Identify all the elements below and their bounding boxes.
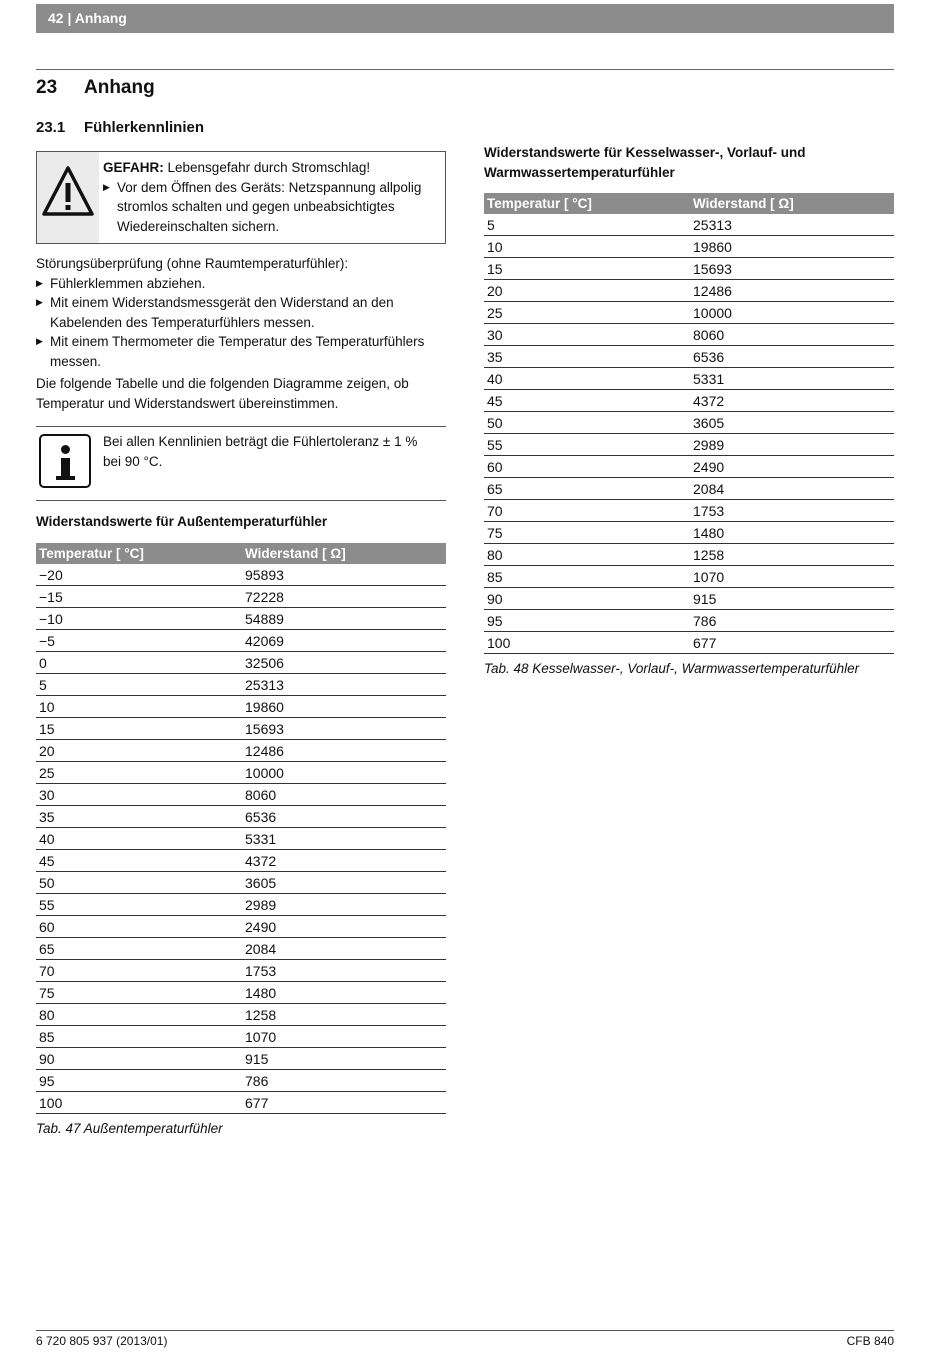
temperature-cell: 0 <box>36 652 242 674</box>
resistance-cell: 72228 <box>242 586 446 608</box>
boiler-table-title: Widerstandswerte für Kesselwasser-, Vorlauf- und Warmwassertemperaturfühler <box>484 145 806 180</box>
table-row <box>36 630 446 652</box>
resistance-cell: 2989 <box>690 434 894 456</box>
column-header-resistance: Widerstand [ Ω] <box>242 543 446 564</box>
temperature-cell: 50 <box>36 872 242 894</box>
table-row <box>36 982 446 1004</box>
temperature-cell: 20 <box>484 280 690 302</box>
table-row <box>484 610 894 632</box>
temperature-cell: 40 <box>36 828 242 850</box>
table-row <box>36 828 446 850</box>
resistance-cell: 10000 <box>690 302 894 324</box>
temperature-cell: 95 <box>484 610 690 632</box>
resistance-cell: 3605 <box>242 872 446 894</box>
temperature-cell: 85 <box>36 1026 242 1048</box>
resistance-cell: 4372 <box>242 850 446 872</box>
resistance-cell: 1258 <box>690 544 894 566</box>
table-row <box>484 478 894 500</box>
temperature-cell: 50 <box>484 412 690 434</box>
table-row <box>484 236 894 258</box>
danger-text <box>103 158 433 236</box>
temperature-cell: 70 <box>484 500 690 522</box>
temperature-cell: 75 <box>484 522 690 544</box>
resistance-cell: 786 <box>690 610 894 632</box>
info-icon <box>39 434 91 488</box>
resistance-cell: 42069 <box>242 630 446 652</box>
table-row <box>484 302 894 324</box>
temperature-cell: 100 <box>36 1092 242 1114</box>
table-row <box>484 258 894 280</box>
table-row <box>36 696 446 718</box>
resistance-cell: 5331 <box>242 828 446 850</box>
temperature-cell: 30 <box>36 784 242 806</box>
outdoor-sensor-table <box>36 543 446 1114</box>
footer-divider <box>36 1330 894 1331</box>
temperature-cell: 65 <box>36 938 242 960</box>
resistance-cell: 2989 <box>242 894 446 916</box>
info-divider-top <box>36 426 446 427</box>
page-header-label: 42 | Anhang <box>48 10 127 26</box>
resistance-cell: 1480 <box>242 982 446 1004</box>
subsection-title: Fühlerkennlinien <box>84 119 205 136</box>
table-header-row <box>36 543 446 564</box>
check-step-3: ▶ Mit einem Thermometer die Temperatur des Temperaturfühlers messen. <box>36 332 448 371</box>
table-row <box>484 412 894 434</box>
danger-label: GEFAHR: <box>103 160 164 175</box>
temperature-cell: 65 <box>484 478 690 500</box>
resistance-cell: 4372 <box>690 390 894 412</box>
temperature-cell: −20 <box>36 564 242 586</box>
boiler-table-caption: Tab. 48 Kesselwasser-, Vorlauf-, Warmwassertemperaturfühler <box>484 661 860 676</box>
outdoor-table-title: Widerstandswerte für Außentemperaturfühler <box>36 514 328 529</box>
table-row <box>36 960 446 982</box>
check-intro: Störungsüberprüfung (ohne Raumtemperaturfühler): <box>36 256 349 271</box>
danger-bullet: ▶ Vor dem Öffnen des Geräts: Netzspannung allpolig stromlos schalten und gegen unbeabsichtigtes Wiedereinschalten sichern. <box>103 178 433 237</box>
subsection-number: 23.1 <box>36 119 66 136</box>
resistance-cell: 15693 <box>690 258 894 280</box>
resistance-cell: 1070 <box>242 1026 446 1048</box>
warning-triangle-icon <box>41 164 95 220</box>
section-title: Anhang <box>84 77 155 98</box>
page-header-bar <box>36 4 894 33</box>
table-row <box>36 564 446 586</box>
table-row <box>36 586 446 608</box>
footer-product: CFB 840 <box>846 1334 894 1348</box>
resistance-cell: 6536 <box>242 806 446 828</box>
table-row <box>36 938 446 960</box>
temperature-cell: 70 <box>36 960 242 982</box>
table-row <box>484 346 894 368</box>
resistance-cell: 1480 <box>690 522 894 544</box>
resistance-cell: 1258 <box>242 1004 446 1026</box>
table-row <box>484 522 894 544</box>
table-row <box>484 280 894 302</box>
table-row <box>36 1070 446 1092</box>
temperature-cell: 85 <box>484 566 690 588</box>
check-text <box>36 254 448 413</box>
table-row <box>484 390 894 412</box>
column-header-temperature: Temperatur [ °C] <box>36 543 242 564</box>
temperature-cell: 45 <box>36 850 242 872</box>
resistance-cell: 1070 <box>690 566 894 588</box>
resistance-cell: 32506 <box>242 652 446 674</box>
temperature-cell: −10 <box>36 608 242 630</box>
table-row <box>484 588 894 610</box>
table-row <box>36 894 446 916</box>
danger-message: Lebensgefahr durch Stromschlag! <box>167 160 371 175</box>
table-row <box>36 762 446 784</box>
resistance-cell: 19860 <box>242 696 446 718</box>
table-row <box>36 608 446 630</box>
temperature-cell: 25 <box>484 302 690 324</box>
table-row <box>36 872 446 894</box>
temperature-cell: 10 <box>484 236 690 258</box>
temperature-cell: 75 <box>36 982 242 1004</box>
check-outro: Die folgende Tabelle und die folgenden Diagramme zeigen, ob Temperatur und Widerstandswert übereinstimmen. <box>36 376 409 411</box>
temperature-cell: 60 <box>36 916 242 938</box>
table-row <box>36 916 446 938</box>
resistance-cell: 677 <box>690 632 894 654</box>
table-row <box>484 632 894 654</box>
table-row <box>36 806 446 828</box>
column-header-resistance: Widerstand [ Ω] <box>690 193 894 214</box>
temperature-cell: 80 <box>36 1004 242 1026</box>
subsection-heading <box>36 119 204 136</box>
temperature-cell: −5 <box>36 630 242 652</box>
temperature-cell: 60 <box>484 456 690 478</box>
temperature-cell: 30 <box>484 324 690 346</box>
table-row <box>484 544 894 566</box>
info-text: Bei allen Kennlinien beträgt die Fühlertoleranz ± 1 % bei 90 °C. <box>103 434 418 469</box>
resistance-cell: 25313 <box>690 214 894 236</box>
temperature-cell: 45 <box>484 390 690 412</box>
resistance-cell: 12486 <box>242 740 446 762</box>
resistance-cell: 915 <box>690 588 894 610</box>
table-row <box>36 740 446 762</box>
resistance-cell: 6536 <box>690 346 894 368</box>
resistance-cell: 2490 <box>690 456 894 478</box>
temperature-cell: 100 <box>484 632 690 654</box>
boiler-sensor-table <box>484 193 894 654</box>
resistance-cell: 95893 <box>242 564 446 586</box>
temperature-cell: 80 <box>484 544 690 566</box>
table-row <box>36 850 446 872</box>
temperature-cell: 35 <box>484 346 690 368</box>
resistance-cell: 2084 <box>242 938 446 960</box>
table-row <box>36 1004 446 1026</box>
temperature-cell: 55 <box>484 434 690 456</box>
resistance-cell: 3605 <box>690 412 894 434</box>
section-heading <box>36 77 155 99</box>
resistance-cell: 15693 <box>242 718 446 740</box>
resistance-cell: 12486 <box>690 280 894 302</box>
table-row <box>484 434 894 456</box>
table-row <box>484 324 894 346</box>
footer-doc-number: 6 720 805 937 (2013/01) <box>36 1334 168 1348</box>
resistance-cell: 8060 <box>242 784 446 806</box>
resistance-cell: 10000 <box>242 762 446 784</box>
temperature-cell: 55 <box>36 894 242 916</box>
section-number: 23 <box>36 77 58 98</box>
temperature-cell: 40 <box>484 368 690 390</box>
resistance-cell: 5331 <box>690 368 894 390</box>
table-header-row <box>484 193 894 214</box>
resistance-cell: 677 <box>242 1092 446 1114</box>
table-row <box>36 674 446 696</box>
resistance-cell: 2084 <box>690 478 894 500</box>
header-divider <box>36 69 894 70</box>
column-header-temperature: Temperatur [ °C] <box>484 193 690 214</box>
table-row <box>484 566 894 588</box>
table-row <box>484 456 894 478</box>
outdoor-table-caption: Tab. 47 Außentemperaturfühler <box>36 1121 223 1136</box>
table-row <box>36 1048 446 1070</box>
temperature-cell: 25 <box>36 762 242 784</box>
temperature-cell: 35 <box>36 806 242 828</box>
check-step-2: ▶ Mit einem Widerstandsmessgerät den Widerstand an den Kabelenden des Temperaturfühlers messen. <box>36 293 448 332</box>
resistance-cell: 54889 <box>242 608 446 630</box>
resistance-cell: 1753 <box>242 960 446 982</box>
resistance-cell: 915 <box>242 1048 446 1070</box>
temperature-cell: 15 <box>484 258 690 280</box>
temperature-cell: 15 <box>36 718 242 740</box>
temperature-cell: −15 <box>36 586 242 608</box>
temperature-cell: 90 <box>484 588 690 610</box>
table-row <box>36 652 446 674</box>
temperature-cell: 20 <box>36 740 242 762</box>
danger-notice <box>36 151 446 244</box>
resistance-cell: 1753 <box>690 500 894 522</box>
info-divider-bottom <box>36 500 446 501</box>
temperature-cell: 5 <box>36 674 242 696</box>
resistance-cell: 786 <box>242 1070 446 1092</box>
table-row <box>36 1026 446 1048</box>
danger-icon-cell <box>37 152 99 243</box>
resistance-cell: 2490 <box>242 916 446 938</box>
table-row <box>36 784 446 806</box>
temperature-cell: 10 <box>36 696 242 718</box>
temperature-cell: 90 <box>36 1048 242 1070</box>
resistance-cell: 19860 <box>690 236 894 258</box>
table-row <box>484 214 894 236</box>
check-step-1: ▶ Fühlerklemmen abziehen. <box>36 274 448 294</box>
table-row <box>36 718 446 740</box>
table-row <box>484 368 894 390</box>
resistance-cell: 8060 <box>690 324 894 346</box>
table-row <box>484 500 894 522</box>
resistance-cell: 25313 <box>242 674 446 696</box>
temperature-cell: 95 <box>36 1070 242 1092</box>
table-row <box>36 1092 446 1114</box>
temperature-cell: 5 <box>484 214 690 236</box>
